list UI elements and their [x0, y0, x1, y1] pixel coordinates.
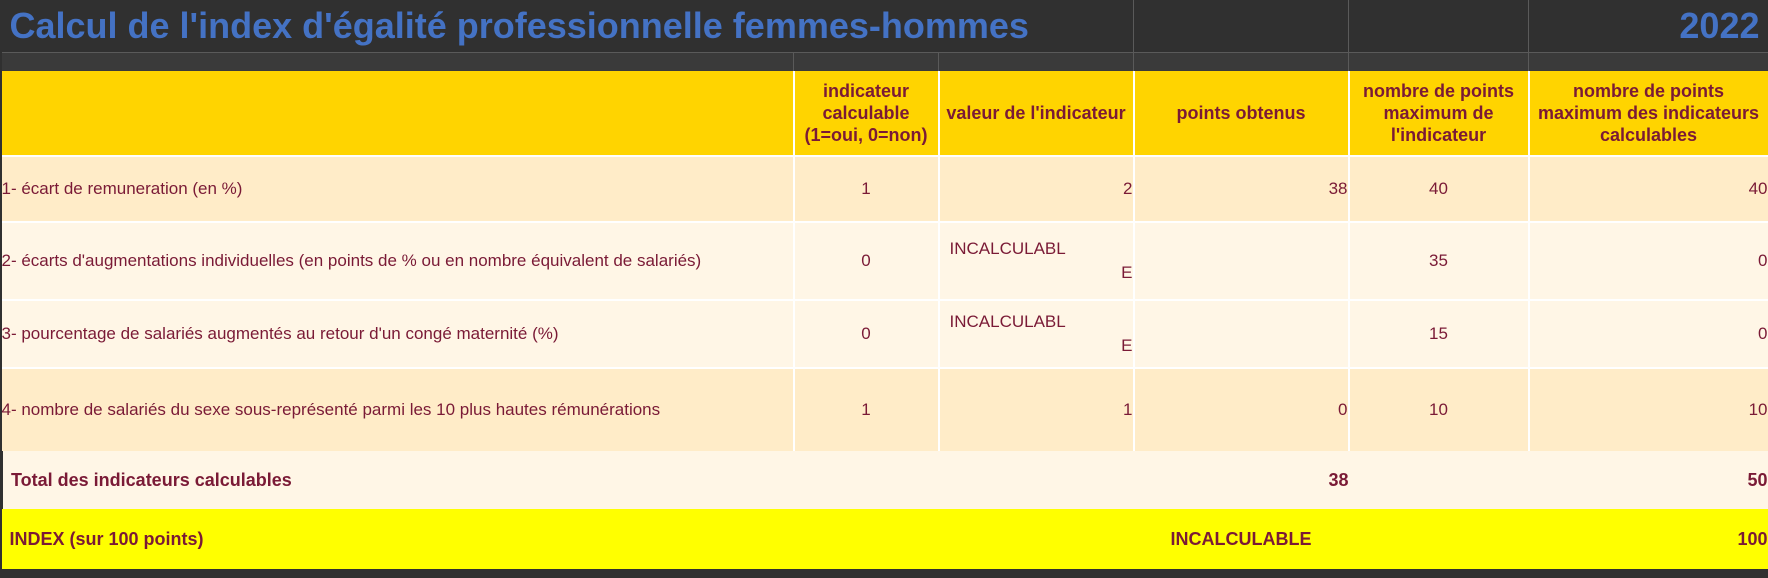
- row-points[interactable]: 0: [1134, 368, 1349, 451]
- title-empty-cell[interactable]: [1134, 0, 1349, 53]
- header-calculable[interactable]: indicateur calculable (1=oui, 0=non): [794, 71, 939, 156]
- spacer-cell[interactable]: [2, 53, 794, 72]
- total-empty-cell[interactable]: [1349, 451, 1529, 509]
- row-label[interactable]: 1- écart de remuneration (en %): [2, 156, 794, 222]
- row-label[interactable]: 3- pourcentage de salariés augmentés au retour d'un congé maternité (%): [2, 300, 794, 368]
- spacer-row: [2, 53, 1768, 72]
- header-max-calculables[interactable]: nombre de points maximum des indicateurs calculables: [1529, 71, 1768, 156]
- row-max-calculables[interactable]: 0: [1529, 222, 1768, 300]
- row-max-calculables[interactable]: 10: [1529, 368, 1768, 451]
- row-calculable[interactable]: 0: [794, 300, 939, 368]
- row-points[interactable]: [1134, 222, 1349, 300]
- row-points[interactable]: 38: [1134, 156, 1349, 222]
- spacer-cell[interactable]: [1134, 53, 1349, 72]
- row-max-calculables[interactable]: 40: [1529, 156, 1768, 222]
- title-empty-cell[interactable]: [1349, 0, 1529, 53]
- page-title: Calcul de l'index d'égalité professionnelle femmes-hommes: [9, 5, 1029, 46]
- index-label[interactable]: INDEX (sur 100 points): [2, 509, 1134, 569]
- total-row: [2, 451, 1768, 509]
- header-points[interactable]: points obtenus: [1134, 71, 1349, 156]
- total-points[interactable]: 38: [1134, 451, 1349, 509]
- table-row: [2, 300, 1768, 368]
- row-valeur-line1: INCALCULABL: [949, 312, 1066, 331]
- row-valeur[interactable]: 2: [939, 156, 1134, 222]
- row-points[interactable]: [1134, 300, 1349, 368]
- row-calculable[interactable]: 0: [794, 222, 939, 300]
- table-row: [2, 368, 1768, 451]
- row-max-indicateur[interactable]: 40: [1349, 156, 1529, 222]
- row-label[interactable]: 4- nombre de salariés du sexe sous-représenté parmi les 10 plus hautes rémunérations: [2, 368, 794, 451]
- row-valeur-line1: INCALCULABL: [949, 239, 1066, 258]
- row-valeur[interactable]: [939, 222, 1134, 300]
- index-max[interactable]: 100: [1529, 509, 1768, 569]
- year-label: 2022: [1679, 5, 1760, 46]
- year-cell[interactable]: [1529, 0, 1768, 53]
- row-max-indicateur[interactable]: 35: [1349, 222, 1529, 300]
- row-valeur-line2: E: [1121, 263, 1133, 282]
- index-row: [2, 509, 1768, 569]
- row-max-indicateur[interactable]: 10: [1349, 368, 1529, 451]
- total-max-calculables[interactable]: 50: [1529, 451, 1768, 509]
- title-row: [2, 0, 1768, 53]
- header-max-indicateur[interactable]: nombre de points maximum de l'indicateur: [1349, 71, 1529, 156]
- row-valeur[interactable]: 1: [939, 368, 1134, 451]
- row-label[interactable]: 2- écarts d'augmentations individuelles (en points de % ou en nombre équivalent de salariés): [2, 222, 794, 300]
- spacer-cell[interactable]: [1349, 53, 1529, 72]
- title-cell[interactable]: [2, 0, 1134, 53]
- row-valeur[interactable]: [939, 300, 1134, 368]
- row-calculable[interactable]: 1: [794, 368, 939, 451]
- spacer-cell[interactable]: [939, 53, 1134, 72]
- table-row: [2, 222, 1768, 300]
- header-valeur[interactable]: valeur de l'indicateur: [939, 71, 1134, 156]
- spacer-cell[interactable]: [794, 53, 939, 72]
- row-valeur-line2: E: [1121, 336, 1133, 355]
- spacer-cell[interactable]: [1529, 53, 1768, 72]
- index-empty-cell[interactable]: [1349, 509, 1529, 569]
- row-max-indicateur[interactable]: 15: [1349, 300, 1529, 368]
- index-value[interactable]: INCALCULABLE: [1134, 509, 1349, 569]
- row-calculable[interactable]: 1: [794, 156, 939, 222]
- header-empty-cell[interactable]: [2, 71, 794, 156]
- total-label[interactable]: Total des indicateurs calculables: [2, 451, 1134, 509]
- table-row: [2, 156, 1768, 222]
- header-row: [2, 71, 1768, 156]
- row-max-calculables[interactable]: 0: [1529, 300, 1768, 368]
